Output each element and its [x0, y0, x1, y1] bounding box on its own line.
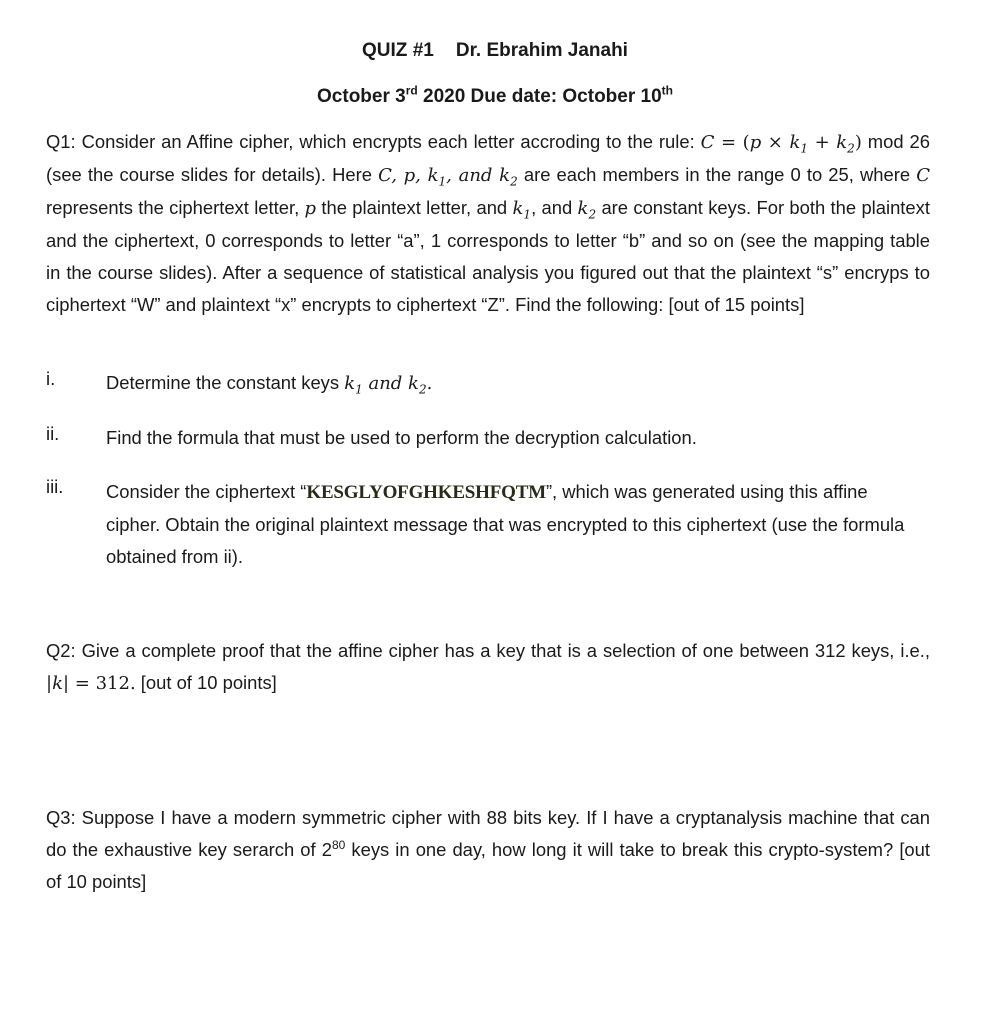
- item-number: i.: [46, 368, 56, 389]
- quiz-label: QUIZ #1: [362, 40, 434, 61]
- q1-after-rule: (see the course slides for details). Here: [46, 164, 372, 185]
- q2-math: |k| = 312.: [46, 673, 136, 694]
- q1-k1-and: , and: [531, 197, 573, 218]
- q1-range-text: are each members in the range 0 to 25, where: [523, 164, 911, 185]
- item-text: Determine the constant keys: [106, 372, 340, 393]
- due-date: 2020 Due date: October 10: [417, 86, 662, 107]
- item-text-after: ”, which was generated using this affine cipher. Obtain the original plaintext message that was encrypted to this ciphertext (use the formula obtained from ii).: [106, 481, 905, 567]
- q1-intro: Consider an Affine cipher, which encrypts each letter accroding to the rule:: [81, 131, 695, 152]
- q1-vars-list: C, p, $k_1$, and $k_2$: [378, 165, 518, 189]
- ciphertext: KESGLYOFGHKESHFQTM: [306, 482, 546, 503]
- q1-label: Q1:: [46, 131, 76, 152]
- q3-text-after: keys in one day, how long it will take to break this crypto-system? [out of 10 points]: [46, 839, 930, 892]
- q2-points: [out of 10 points]: [140, 672, 277, 693]
- quiz-title-line: [0, 40, 990, 62]
- q1-formula: $C = (p \times k_1 + k_2)$: [700, 132, 862, 156]
- item-body: [106, 476, 916, 573]
- item-body: [106, 368, 916, 399]
- q1-p-symbol: p: [304, 198, 317, 219]
- q1-keys-def: are constant keys. For both the plaintext and the ciphertext, 0 corresponds to letter “a”, 1 corresponds to letter “b” and so on (see the mapping table in the course slides). After a sequence of statistical analysis you figured out that the plaintext “s” encryps to ciphertext “W” and plaintext “x” encrypts to ciphertext “Z”. Find the following: [out of 15 points]: [46, 197, 930, 315]
- q3-exponent: 80: [331, 837, 346, 852]
- quiz-date-suffix: rd: [405, 83, 418, 98]
- date-line: [0, 83, 990, 108]
- question-3: [46, 802, 930, 898]
- instructor-name: Dr. Ebrahim Janahi: [455, 40, 628, 61]
- due-date-suffix: th: [661, 83, 673, 98]
- item-number: ii.: [46, 423, 60, 444]
- q1-p-def: the plaintext letter, and: [321, 197, 508, 218]
- q1-c-def: represents the ciphertext letter,: [46, 197, 300, 218]
- item-math: $k_1$ and $k_2$.: [344, 373, 433, 397]
- q1-k1-symbol: $k_1$: [512, 198, 532, 222]
- question-1: [46, 126, 930, 321]
- q1-c-symbol: C: [916, 165, 930, 186]
- item-number: iii.: [46, 476, 64, 497]
- item-body: Find the formula that must be used to perform the decryption calculation.: [106, 427, 697, 448]
- q3-text-before: Q3: Suppose I have a modern symmetric cipher with 88 bits key. If I have a cryptanalysis machine that can do the exhaustive key serarch of 2: [46, 807, 930, 860]
- quiz-date: October 3: [317, 86, 406, 107]
- q1-k2-symbol: $k_2$: [577, 198, 597, 222]
- question-2: [46, 635, 930, 700]
- item-text-before: Consider the ciphertext “: [106, 481, 307, 502]
- q2-text: Q2: Give a complete proof that the affine cipher has a key that is a selection of one between 312 keys, i.e.,: [46, 640, 930, 661]
- q1-mod: mod 26: [861, 131, 930, 152]
